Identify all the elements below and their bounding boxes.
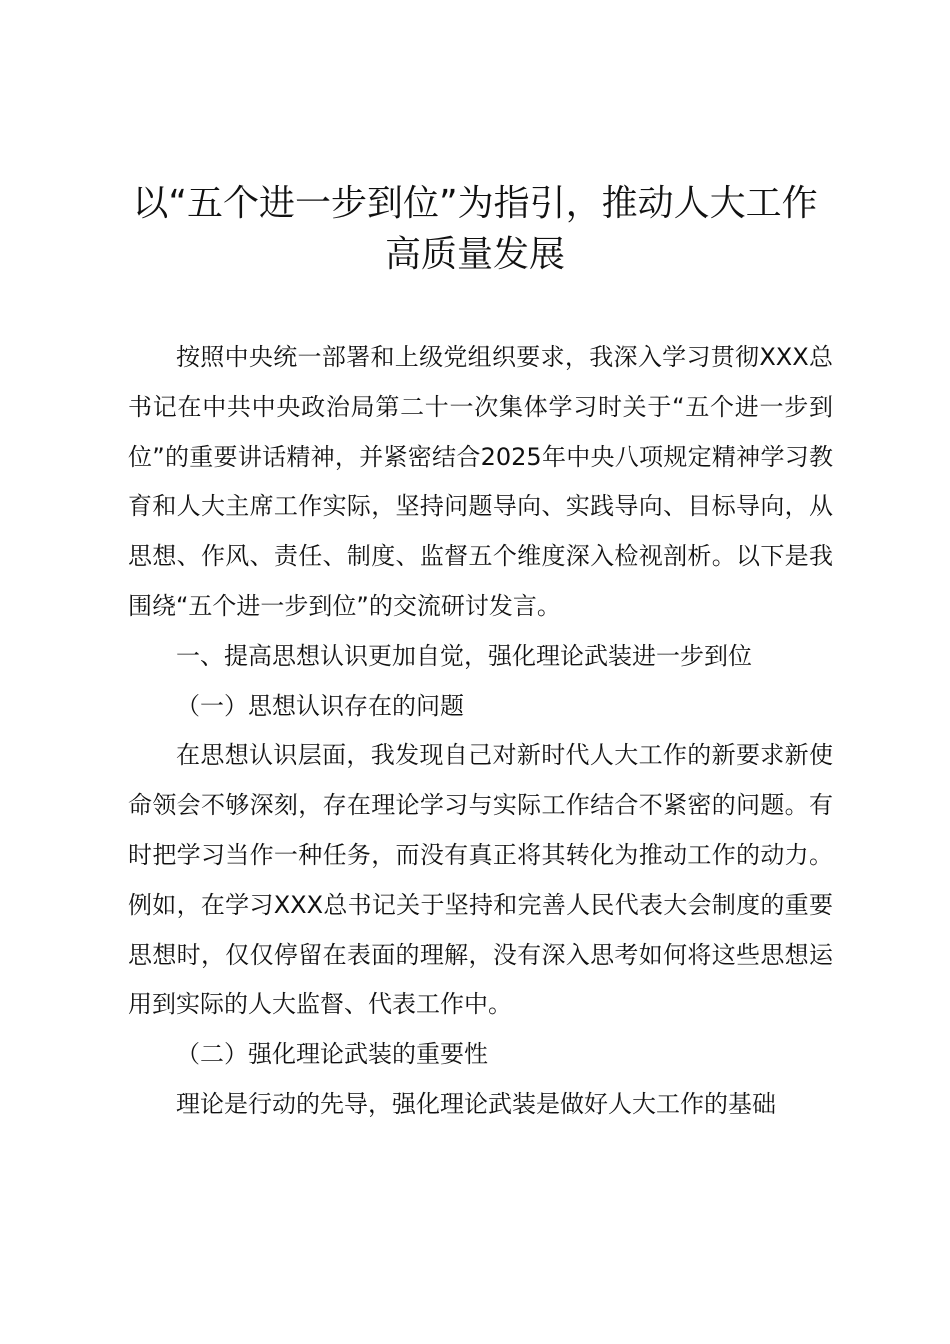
body-paragraph-2: 理论是行动的先导，强化理论武装是做好人大工作的基础 bbox=[176, 1089, 776, 1118]
document-title-line-2: 高质量发展 bbox=[384, 234, 565, 275]
document-body bbox=[128, 333, 833, 1130]
document-title-line-1: 以“五个进一步到位”为指引，推动人大工作 bbox=[132, 183, 818, 224]
subsection-heading-1: （一）思想认识存在的问题 bbox=[176, 691, 464, 720]
section-heading-1: 一、提高思想认识更加自觉，强化理论武装进一步到位 bbox=[176, 641, 752, 670]
subsection-heading-2: （二）强化理论武装的重要性 bbox=[176, 1040, 488, 1069]
body-paragraph-1: 在思想认识层面，我发现自己对新时代人大工作的新要求新使命领会不够深刻，存在理论学习与实际工作结合不紧密的问题。有时把学习当作一种任务，而没有真正将其转化为推动工作的动力。例如，在学习XXX总书记关于坚持和完善人民代表大会制度的重要思想时，仅仅停留在表面的理解，没有深入思考如何将这些思想运用到实际的人大监督、代表工作中。 bbox=[128, 741, 833, 1019]
intro-paragraph: 按照中央统一部署和上级党组织要求，我深入学习贯彻XXX总书记在中共中央政治局第二十一次集体学习时关于“五个进一步到位”的重要讲话精神，并紧密结合2025年中央八项规定精神学习教育和人大主席工作实际，坚持问题导向、实践导向、目标导向，从思想、作风、责任、制度、监督五个维度深入检视剖析。以下是我围绕“五个进一步到位”的交流研讨发言。 bbox=[128, 343, 833, 620]
